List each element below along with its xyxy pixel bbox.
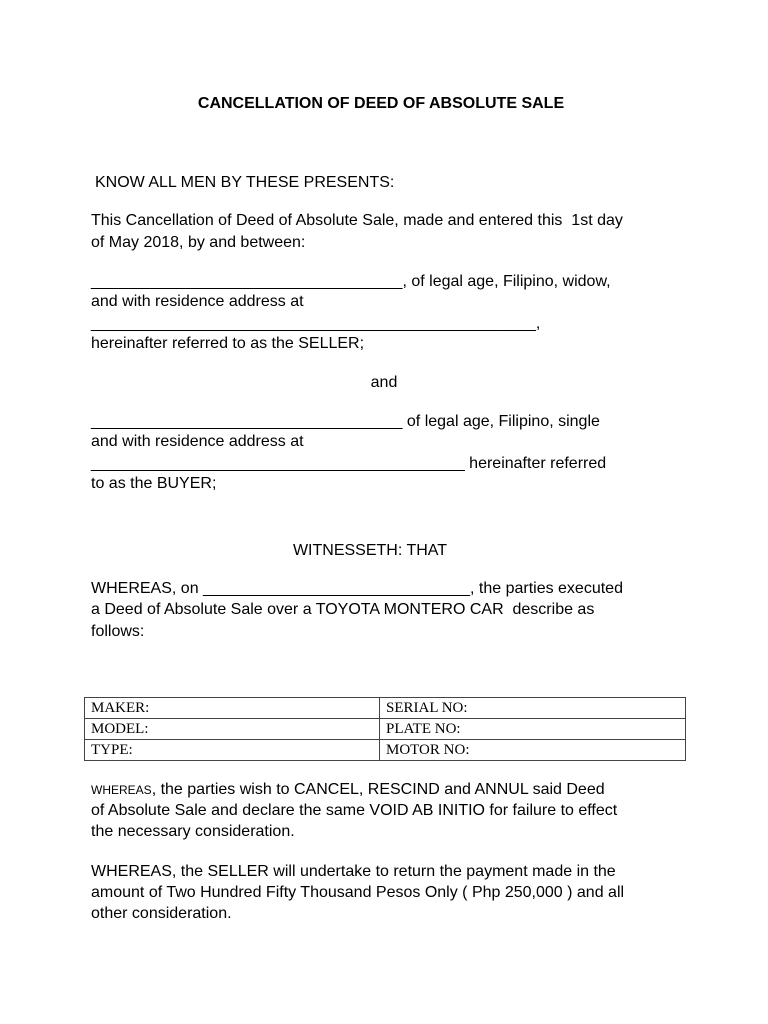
document-title: CANCELLATION OF DEED OF ABSOLUTE SALE xyxy=(197,95,565,112)
whereas2-line-2: of Absolute Sale and declare the same VOID AB INITIO for failure to effect xyxy=(91,802,618,819)
vehicle-details-table xyxy=(84,697,686,761)
sale-date-blank: ______________________________ xyxy=(203,580,470,597)
buyer-line-1-text: of legal age, Filipino, single xyxy=(402,413,600,430)
whereas1-line-2: a Deed of Absolute Sale over a TOYOTA MONTERO CAR describe as xyxy=(91,601,595,618)
whereas1-line-3: follows: xyxy=(91,623,145,640)
buyer-address-blank: __________________________________________ xyxy=(91,455,465,472)
intro-line-1: This Cancellation of Deed of Absolute Sale, made and entered this 1st day xyxy=(91,212,623,229)
seller-line-3-text: , xyxy=(535,315,541,332)
seller-line-1 xyxy=(91,272,611,292)
witnesseth-heading: WITNESSETH: THAT xyxy=(292,542,448,559)
type-cell: TYPE: xyxy=(85,740,380,761)
motor-no-cell: MOTOR NO: xyxy=(380,740,686,761)
buyer-name-blank: ___________________________________ xyxy=(91,413,403,430)
seller-line-1-text: , of legal age, Filipino, widow, xyxy=(402,273,611,290)
whereas1-line-1-text: , the parties executed xyxy=(469,580,623,597)
table-row xyxy=(85,740,686,761)
seller-name-blank: ___________________________________ xyxy=(91,273,403,290)
model-cell: MODEL: xyxy=(85,719,380,740)
seller-line-3 xyxy=(91,314,540,334)
know-all-men-heading: KNOW ALL MEN BY THESE PRESENTS: xyxy=(95,174,395,191)
and-separator: and xyxy=(370,374,398,391)
maker-cell: MAKER: xyxy=(85,698,380,719)
whereas1-prefix: WHEREAS, on xyxy=(91,580,204,597)
plate-no-cell: PLATE NO: xyxy=(380,719,686,740)
intro-line-2: of May 2018, by and between: xyxy=(91,234,306,251)
buyer-line-1 xyxy=(91,412,600,432)
whereas3-line-1: WHEREAS, the SELLER will undertake to return the payment made in the xyxy=(91,863,616,880)
whereas2-line-1 xyxy=(91,780,605,800)
whereas3-line-3: other consideration. xyxy=(91,905,232,922)
seller-address-blank: __________________________________________________ xyxy=(91,315,536,332)
buyer-line-4: to as the BUYER; xyxy=(91,475,217,492)
whereas1-line-1 xyxy=(91,579,623,599)
seller-line-2: and with residence address at xyxy=(91,293,304,310)
whereas2-line-1-text: , the parties wish to CANCEL, RESCIND and ANNUL said Deed xyxy=(151,781,605,798)
buyer-line-3 xyxy=(91,454,606,474)
buyer-line-3-text: hereinafter referred xyxy=(464,455,607,472)
whereas3-line-2: amount of Two Hundred Fifty Thousand Pesos Only ( Php 250,000 ) and all xyxy=(91,884,625,901)
table-row xyxy=(85,719,686,740)
whereas2-lead: WHEREAS xyxy=(91,783,152,797)
whereas2-line-3: the necessary consideration. xyxy=(91,823,295,840)
serial-no-cell: SERIAL NO: xyxy=(380,698,686,719)
table-row xyxy=(85,698,686,719)
buyer-line-2: and with residence address at xyxy=(91,433,304,450)
seller-line-4: hereinafter referred to as the SELLER; xyxy=(91,335,365,352)
